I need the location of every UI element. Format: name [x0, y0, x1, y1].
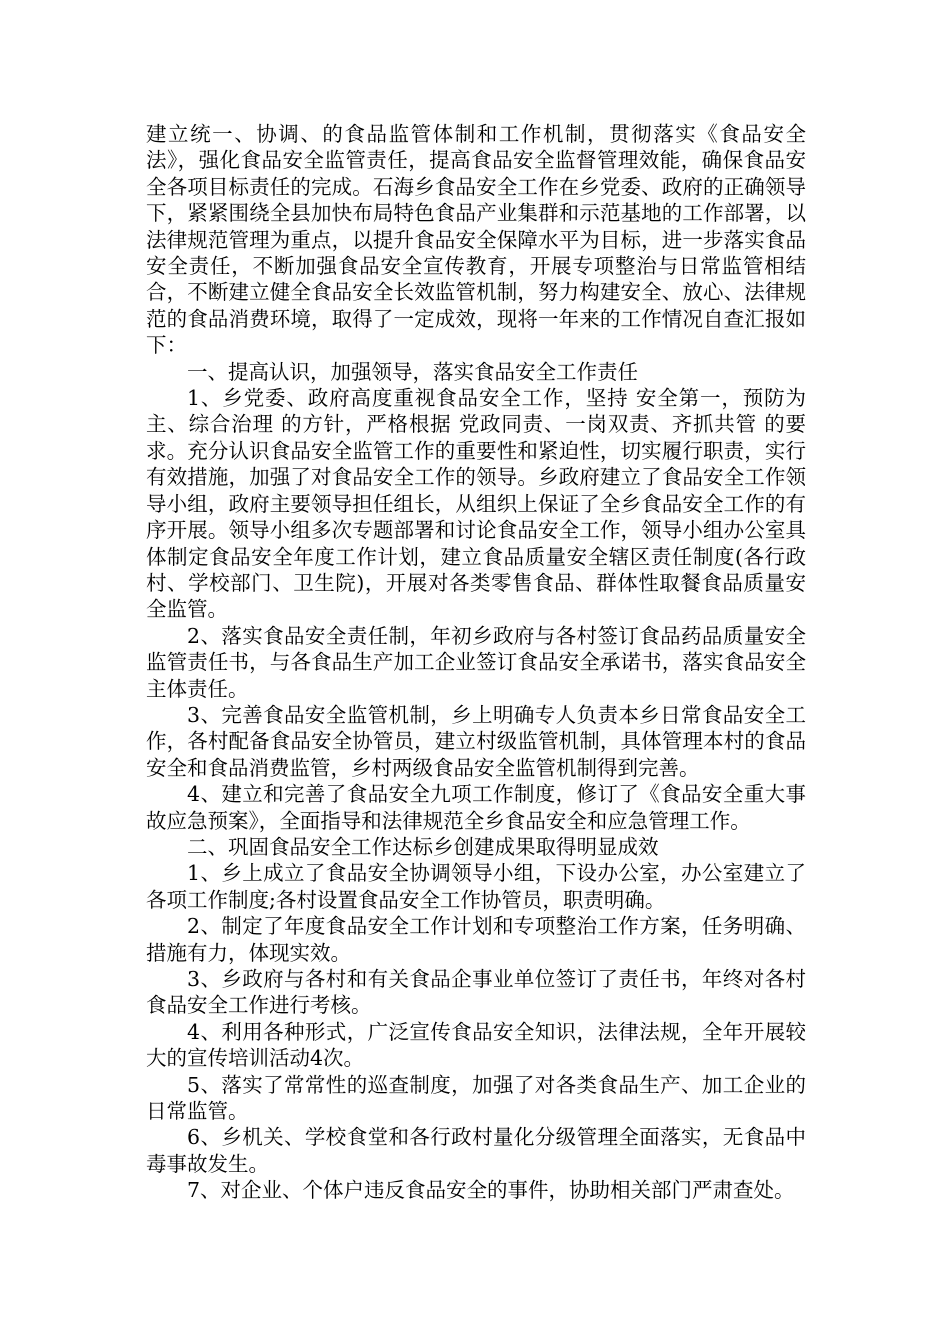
section-heading-1: 一、提高认识，加强领导，落实食品安全工作责任	[187, 359, 638, 384]
paragraph-intro: 建立统一、协调、的食品监管体制和工作机制，贯彻落实《食品安全法》，强化食品安全监管责任，提高食品安全监督管理效能，确保食品安全各项目标责任的完成。石海乡食品安全工作在乡党委、政府的正确领导下，紧紧围绕全县加快布局特色食品产业集群和示范基地的工作部署，以法律规范管理为重点，以提升食品安全保障水平为目标，进一步落实食品安全责任，不断加强食品安全宣传教育，开展专项整治与日常监管相结合，不断建立健全食品安全长效监管机制，努力构建安全、放心、法律规范的食品消费环境，取得了一定成效，现将一年来的工作情况自查汇报如下：	[146, 122, 806, 358]
paragraph-2-6: 6、乡机关、学校食堂和各行政村量化分级管理全面落实，无食品中毒事故发生。	[146, 1125, 806, 1176]
paragraph-1-3: 3、完善食品安全监管机制，乡上明确专人负责本乡日常食品安全工作，各村配备食品安全协管员，建立村级监管机制，具体管理本村的食品安全和食品消费监管，乡村两级食品安全监管机制得到完善。	[146, 702, 806, 780]
paragraph-1-4: 4、建立和完善了食品安全九项工作制度，修订了《食品安全重大事故应急预案》，全面指导和法律规范全乡食品安全和应急管理工作。	[146, 782, 806, 833]
paragraph-2-2: 2、制定了年度食品安全工作计划和专项整治工作方案，任务明确、措施有力，体现实效。	[146, 914, 806, 965]
paragraph-1-2: 2、落实食品安全责任制，年初乡政府与各村签订食品药品质量安全监管责任书，与各食品生产加工企业签订食品安全承诺书，落实食品安全主体责任。	[146, 623, 806, 701]
paragraph-2-5: 5、落实了常常性的巡查制度，加强了对各类食品生产、加工企业的日常监管。	[146, 1072, 806, 1124]
section-heading-2: 二、巩固食品安全工作达标乡创建成果取得明显成效	[187, 834, 659, 859]
document-body	[146, 121, 806, 1204]
paragraph-2-3: 3、乡政府与各村和有关食品企事业单位签订了责任书，年终对各村食品安全工作进行考核。	[146, 967, 806, 1018]
paragraph-2-4: 4、利用各种形式，广泛宣传食品安全知识，法律法规，全年开展较大的宣传培训活动4次。	[146, 1019, 806, 1071]
paragraph-2-1: 1、乡上成立了食品安全协调领导小组，下设办公室，办公室建立了各项工作制度;各村设置食品安全工作协管员，职责明确。	[146, 861, 806, 912]
paragraph-2-7: 7、对企业、个体户违反食品安全的事件，协助相关部门严肃查处。	[187, 1178, 795, 1203]
paragraph-1-1: 1、乡党委、政府高度重视食品安全工作，坚持 安全第一，预防为主、综合治理 的方针，严格根据 党政同责、一岗双责、齐抓共管 的要求。充分认识食品安全监管工作的重要性和紧迫性，切实履行职责，实行有效措施，加强了对食品安全工作的领导。乡政府建立了食品安全工作领导小组，政府主要领导担任组长，从组织上保证了全乡食品安全工作的有序开展。领导小组多次专题部署和讨论食品安全工作，领导小组办公室具体制定食品安全年度工作计划，建立食品质量安全辖区责任制度(各行政村、学校部门、卫生院)，开展对各类零售食品、群体性取餐食品质量安全监管。	[146, 386, 806, 622]
